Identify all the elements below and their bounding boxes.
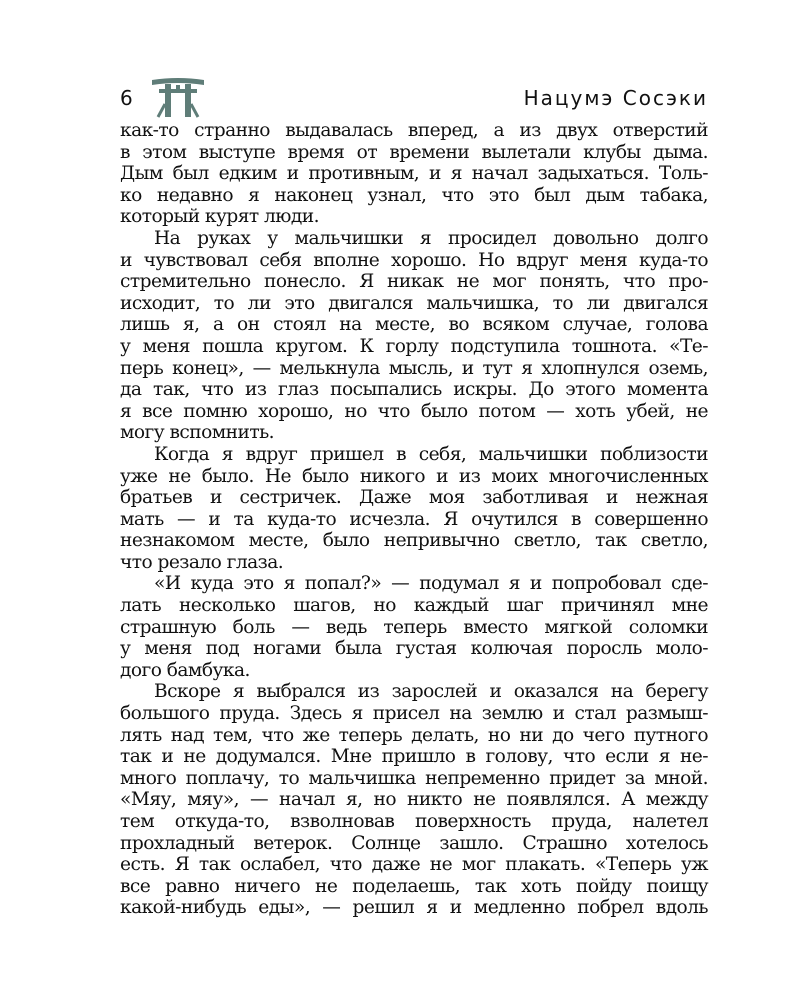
text-line: мать — и та куда-то исчезла. Я очутился в совершенно [120, 508, 708, 530]
text-line: Дым был едким и противным, и я начал задыхаться. Толь- [120, 163, 708, 185]
text-line: могу вспомнить. [120, 422, 275, 444]
text-line: дого бамбука. [120, 659, 250, 681]
page-number: 6 [120, 86, 134, 110]
text-line: какой-нибудь еды», — решил я и медленно побрел вдоль [120, 897, 708, 919]
text-line: и чувствовал себя вполне хорошо. Но вдруг меня куда-то [120, 249, 708, 271]
text-line: у меня пошла кругом. К горлу подступила тошнота. «Те- [120, 335, 708, 357]
text-line: «И куда это я попал?» — подумал я и попробовал сде- [154, 573, 708, 595]
page-header [120, 76, 708, 120]
text-line: «Мяу, мяу», — начал я, но никто не появлялся. А между [120, 789, 708, 811]
text-line: исходит, то ли это двигался мальчишка, то ли двигался [120, 292, 708, 314]
text-line: много поплачу, то мальчишка непременно придет за мной. [120, 767, 708, 789]
text-line: уже не было. Не было никого и из моих многочисленных [120, 465, 708, 487]
book-page-text [120, 120, 708, 919]
text-line: лать несколько шагов, но каждый шаг причинял мне [120, 595, 708, 617]
text-line: Вскоре я выбрался из зарослей и оказался на берегу [154, 681, 708, 703]
text-line: да так, что из глаз посыпались искры. До этого момента [120, 379, 708, 401]
text-line: который курят люди. [120, 206, 319, 228]
text-line: перь конец», — мелькнула мысль, и тут я хлопнулся оземь, [120, 357, 708, 379]
text-line: так и не додумался. Мне пришло в голову, что если я не- [120, 746, 708, 768]
text-line: лишь я, а он стоял на месте, во всяком случае, голова [120, 314, 708, 336]
text-line: есть. Я так ослабел, что даже не мог плакать. «Теперь уж [120, 854, 708, 876]
text-line: тем откуда-то, взволновав поверхность пруда, налетел [120, 811, 708, 832]
text-line: у меня под ногами была густая колючая поросль моло- [120, 638, 708, 660]
text-line: все равно ничего не поделаешь, так хоть пойду поищу [120, 875, 708, 897]
text-line: я все помню хорошо, но что было потом — хоть убей, не [120, 400, 708, 422]
text-line: Когда я вдруг пришел в себя, мальчишки поблизости [154, 443, 708, 465]
text-line: ко недавно я наконец узнал, что это был дым табака, [120, 184, 708, 206]
text-line: незнакомом месте, было непривычно светло, так светло, [120, 530, 708, 552]
running-title: Нацумэ Сосэки [523, 86, 708, 110]
text-line: стремительно понесло. Я никак не мог понять, что про- [120, 271, 708, 293]
text-line: лять над тем, что же теперь делать, но ни до чего путного [120, 724, 708, 746]
text-line: что резало глаза. [120, 551, 284, 573]
text-line: братьев и сестричек. Даже моя заботливая и нежная [120, 487, 708, 509]
torii-gate-icon [150, 76, 206, 118]
text-line: как-то странно выдавалась вперед, а из двух отверстий [120, 120, 708, 141]
text-line: страшную боль — ведь теперь вместо мягкой соломки [120, 616, 708, 638]
text-line: На руках у мальчишки я просидел довольно долго [154, 227, 708, 249]
text-line: большого пруда. Здесь я присел на землю и стал размыш- [120, 703, 708, 725]
text-line: прохладный ветерок. Солнце зашло. Страшно хотелось [120, 832, 708, 854]
text-line: в этом выступе время от времени вылетали клубы дыма. [120, 141, 708, 163]
